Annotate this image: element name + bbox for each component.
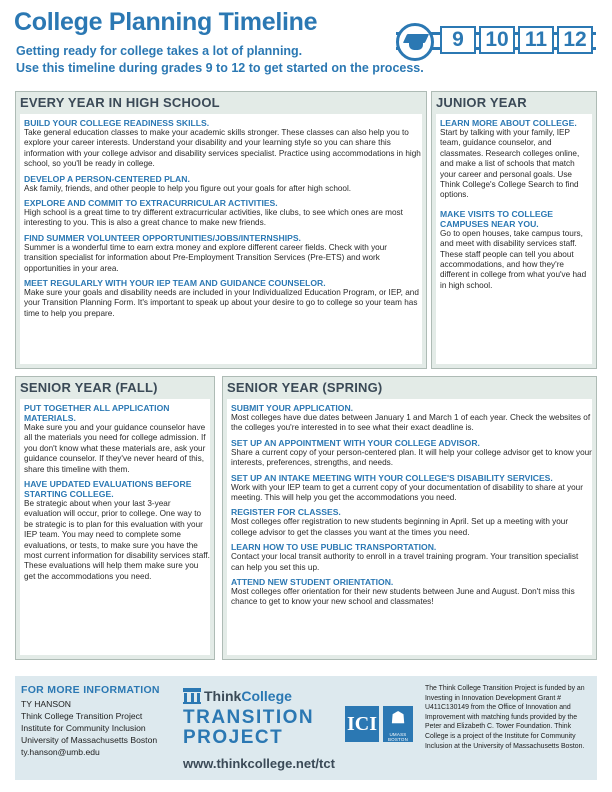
section-body: Most colleges offer registration to new students beginning in April. Set up a meeting with your college advisor to get the classes you want at the times you need.: [231, 517, 569, 537]
umass-mark-icon: ☗: [390, 710, 406, 727]
panel-body: [436, 114, 592, 364]
section-title: MEET REGULARLY WITH YOUR IEP TEAM AND GUIDANCE COUNSELOR.: [24, 278, 326, 289]
logo-word-transition: TRANSITION: [183, 707, 315, 728]
section-title: LEARN MORE ABOUT COLLEGE.: [440, 118, 577, 128]
grade-10: 10: [479, 26, 515, 54]
section-body: Make sure you and your guidance counselor have all the materials you need for college admission. If you don't know what these materials are, ask your guidance counselor. If they've never heard of this, share this timeline with them.: [24, 423, 206, 474]
grade-boxes: [440, 26, 593, 54]
section: [227, 542, 592, 573]
grade-timeline-graphic: [396, 22, 600, 60]
panel-body: [20, 399, 210, 655]
section: [20, 118, 422, 170]
page-subtitle: [16, 43, 424, 77]
panel-senior-spring: [222, 376, 597, 660]
section: [436, 118, 592, 201]
section-body: Contact your local transit authority to enroll in a travel training program. Your transition specialist can help you set this up.: [231, 552, 579, 572]
logo-brand-row: [183, 686, 292, 704]
panel-every-year: [15, 91, 427, 369]
section: [227, 473, 592, 504]
contact-name: TY HANSON: [21, 699, 71, 709]
section-title: SET UP AN APPOINTMENT WITH YOUR COLLEGE ADVISOR.: [231, 437, 480, 448]
section-title: BUILD YOUR COLLEGE READINESS SKILLS.: [24, 118, 210, 128]
ici-logo: ICI: [345, 706, 379, 742]
section-body: Share a current copy of your person-centered plan. It will help your college advisor get to know your interests, preferences, strengths, and needs.: [231, 447, 592, 468]
section-body: Summer is a wonderful time to earn extra money and explore different career fields. Check with your transition specialist for information about Pre-Employment Transition Services (Pre-ETS) and work opportunities in your area.: [24, 242, 387, 273]
contact-university: University of Massachusetts Boston: [21, 735, 158, 745]
contact-email[interactable]: ty.hanson@umb.edu: [21, 747, 100, 757]
grade-11: 11: [518, 26, 554, 54]
contact-institute: Institute for Community Inclusion: [21, 723, 146, 733]
grade-12: 12: [557, 26, 593, 54]
logo-brand: [204, 688, 292, 704]
section: [20, 403, 210, 475]
section-body: Go to open houses, take campus tours, and meet with disability services staff. These staff people can tell you about accommodations, and how they're different in college from what you've had in high school.: [440, 228, 587, 290]
section: [227, 507, 592, 538]
contact-block: [21, 684, 181, 758]
section-body: Most colleges offer orientation for their new students between June and August. Don't miss this chance to get to know your new school and classmates!: [231, 587, 575, 607]
panel-heading: JUNIOR YEAR: [436, 95, 527, 110]
section-title: SUBMIT YOUR APPLICATION.: [231, 403, 354, 413]
panel-heading: EVERY YEAR IN HIGH SCHOOL: [20, 95, 220, 110]
graduation-cap-icon: [396, 23, 434, 61]
building-icon: [183, 688, 201, 704]
panel-heading: SENIOR YEAR (FALL): [20, 380, 158, 395]
section-title: DEVELOP A PERSON-CENTERED PLAN.: [24, 173, 190, 184]
section-title: ATTEND NEW STUDENT ORIENTATION.: [231, 577, 394, 588]
logo-brand-think: Think: [204, 688, 242, 704]
section-title: SET UP AN INTAKE MEETING WITH YOUR COLLEGE'S DISABILITY SERVICES.: [231, 472, 553, 483]
section-title: PUT TOGETHER ALL APPLICATION MATERIALS.: [24, 403, 170, 423]
section-body: High school is a great time to try different extracurricular activities, like clubs, to see which ones are most interesting to you. This is also a great chance to make new friends.: [24, 208, 403, 228]
footer: [15, 676, 597, 780]
section: [227, 403, 592, 434]
section-body: Work with your IEP team to get a current copy of your documentation of disability to share at your meeting. This will help you get the accommodations you need.: [231, 482, 583, 503]
section-body: Most colleges have due dates between January 1 and March 1 of each year. Check the websites of the colleges you're interested in to see what their exact deadline is.: [231, 413, 591, 433]
panel-senior-fall: [15, 376, 215, 660]
panel-junior-year: [431, 91, 597, 369]
section-body: Make sure your goals and disability needs are included in your Individualized Education Program, or IEP, and your Transition Planning Form. It's important to speak up about your desire to go to college so your team has time to help you prepare.: [24, 288, 419, 318]
section: [227, 577, 592, 608]
subtitle-line-2: Use this timeline during grades 9 to 12 to get started on the process.: [16, 61, 424, 75]
section: [20, 233, 422, 274]
section: [20, 278, 422, 319]
page-title: College Planning Timeline: [14, 8, 318, 36]
panel-body: [227, 399, 592, 655]
section: [20, 479, 210, 582]
section-title: REGISTER FOR CLASSES.: [231, 507, 341, 518]
section: [20, 174, 422, 194]
section: [20, 198, 422, 229]
contact-heading: FOR MORE INFORMATION: [21, 684, 160, 696]
funding-statement: The Think College Transition Project is funded by an Investing in Innovation Development Grant # U411C130149 from the Office of Innovation and Improvement with matching funds provided by the Peter and Elizabeth C. Tower Foundation. Think College is a project of the Institute for Community Inclusion at the University of Massachusetts Boston.: [425, 685, 585, 750]
grade-9: 9: [440, 26, 476, 54]
umass-label: UMASS BOSTON: [387, 732, 409, 742]
section-title: MAKE VISITS TO COLLEGE CAMPUSES NEAR YOU.: [440, 208, 554, 229]
section-title: FIND SUMMER VOLUNTEER OPPORTUNITIES/JOBS/INTERNSHIPS.: [24, 232, 301, 243]
subtitle-line-1: Getting ready for college takes a lot of planning.: [16, 44, 303, 58]
logo-brand-college: College: [241, 688, 292, 704]
umass-boston-logo: [383, 706, 413, 742]
panel-body: [20, 114, 422, 364]
section: [436, 209, 592, 291]
section-body: Take general education classes to make your academic skills stronger. These classes can also help you to explore your career interests. Understand your disability and your learning style so you can share this information with your college advisor and disability services specialist. Practice using accommodations in high school, so you'll be ready in college.: [24, 128, 421, 169]
logo-word-project: PROJECT: [183, 727, 284, 748]
section-title: LEARN HOW TO USE PUBLIC TRANSPORTATION.: [231, 542, 437, 553]
panel-heading: SENIOR YEAR (SPRING): [227, 380, 383, 395]
section-body: Be strategic about when your last 3-year evaluation will occur, prior to college. One way to be strategic is to plan for this evaluation with your IEP team. You may need to complete some evaluations, or tests, to make sure you have the most current information for disability services staff. These evaluations will help them make sure you get the accommodations you need.: [24, 499, 210, 581]
section-body: Ask family, friends, and other people to help you figure out your goals for after high school.: [24, 183, 352, 193]
website-link[interactable]: www.thinkcollege.net/tct: [183, 756, 335, 771]
section-title: HAVE UPDATED EVALUATIONS BEFORE STARTING COLLEGE.: [24, 479, 192, 500]
section: [227, 438, 592, 469]
contact-project: Think College Transition Project: [21, 711, 143, 721]
section-body: Start by talking with your family, IEP team, guidance counselor, and classmates. Research colleges online, and make a list of schools that match your career and personal goals. Use Think College's College Search to find options.: [440, 128, 580, 200]
section-title: EXPLORE AND COMMIT TO EXTRACURRICULAR ACTIVITIES.: [24, 198, 278, 209]
